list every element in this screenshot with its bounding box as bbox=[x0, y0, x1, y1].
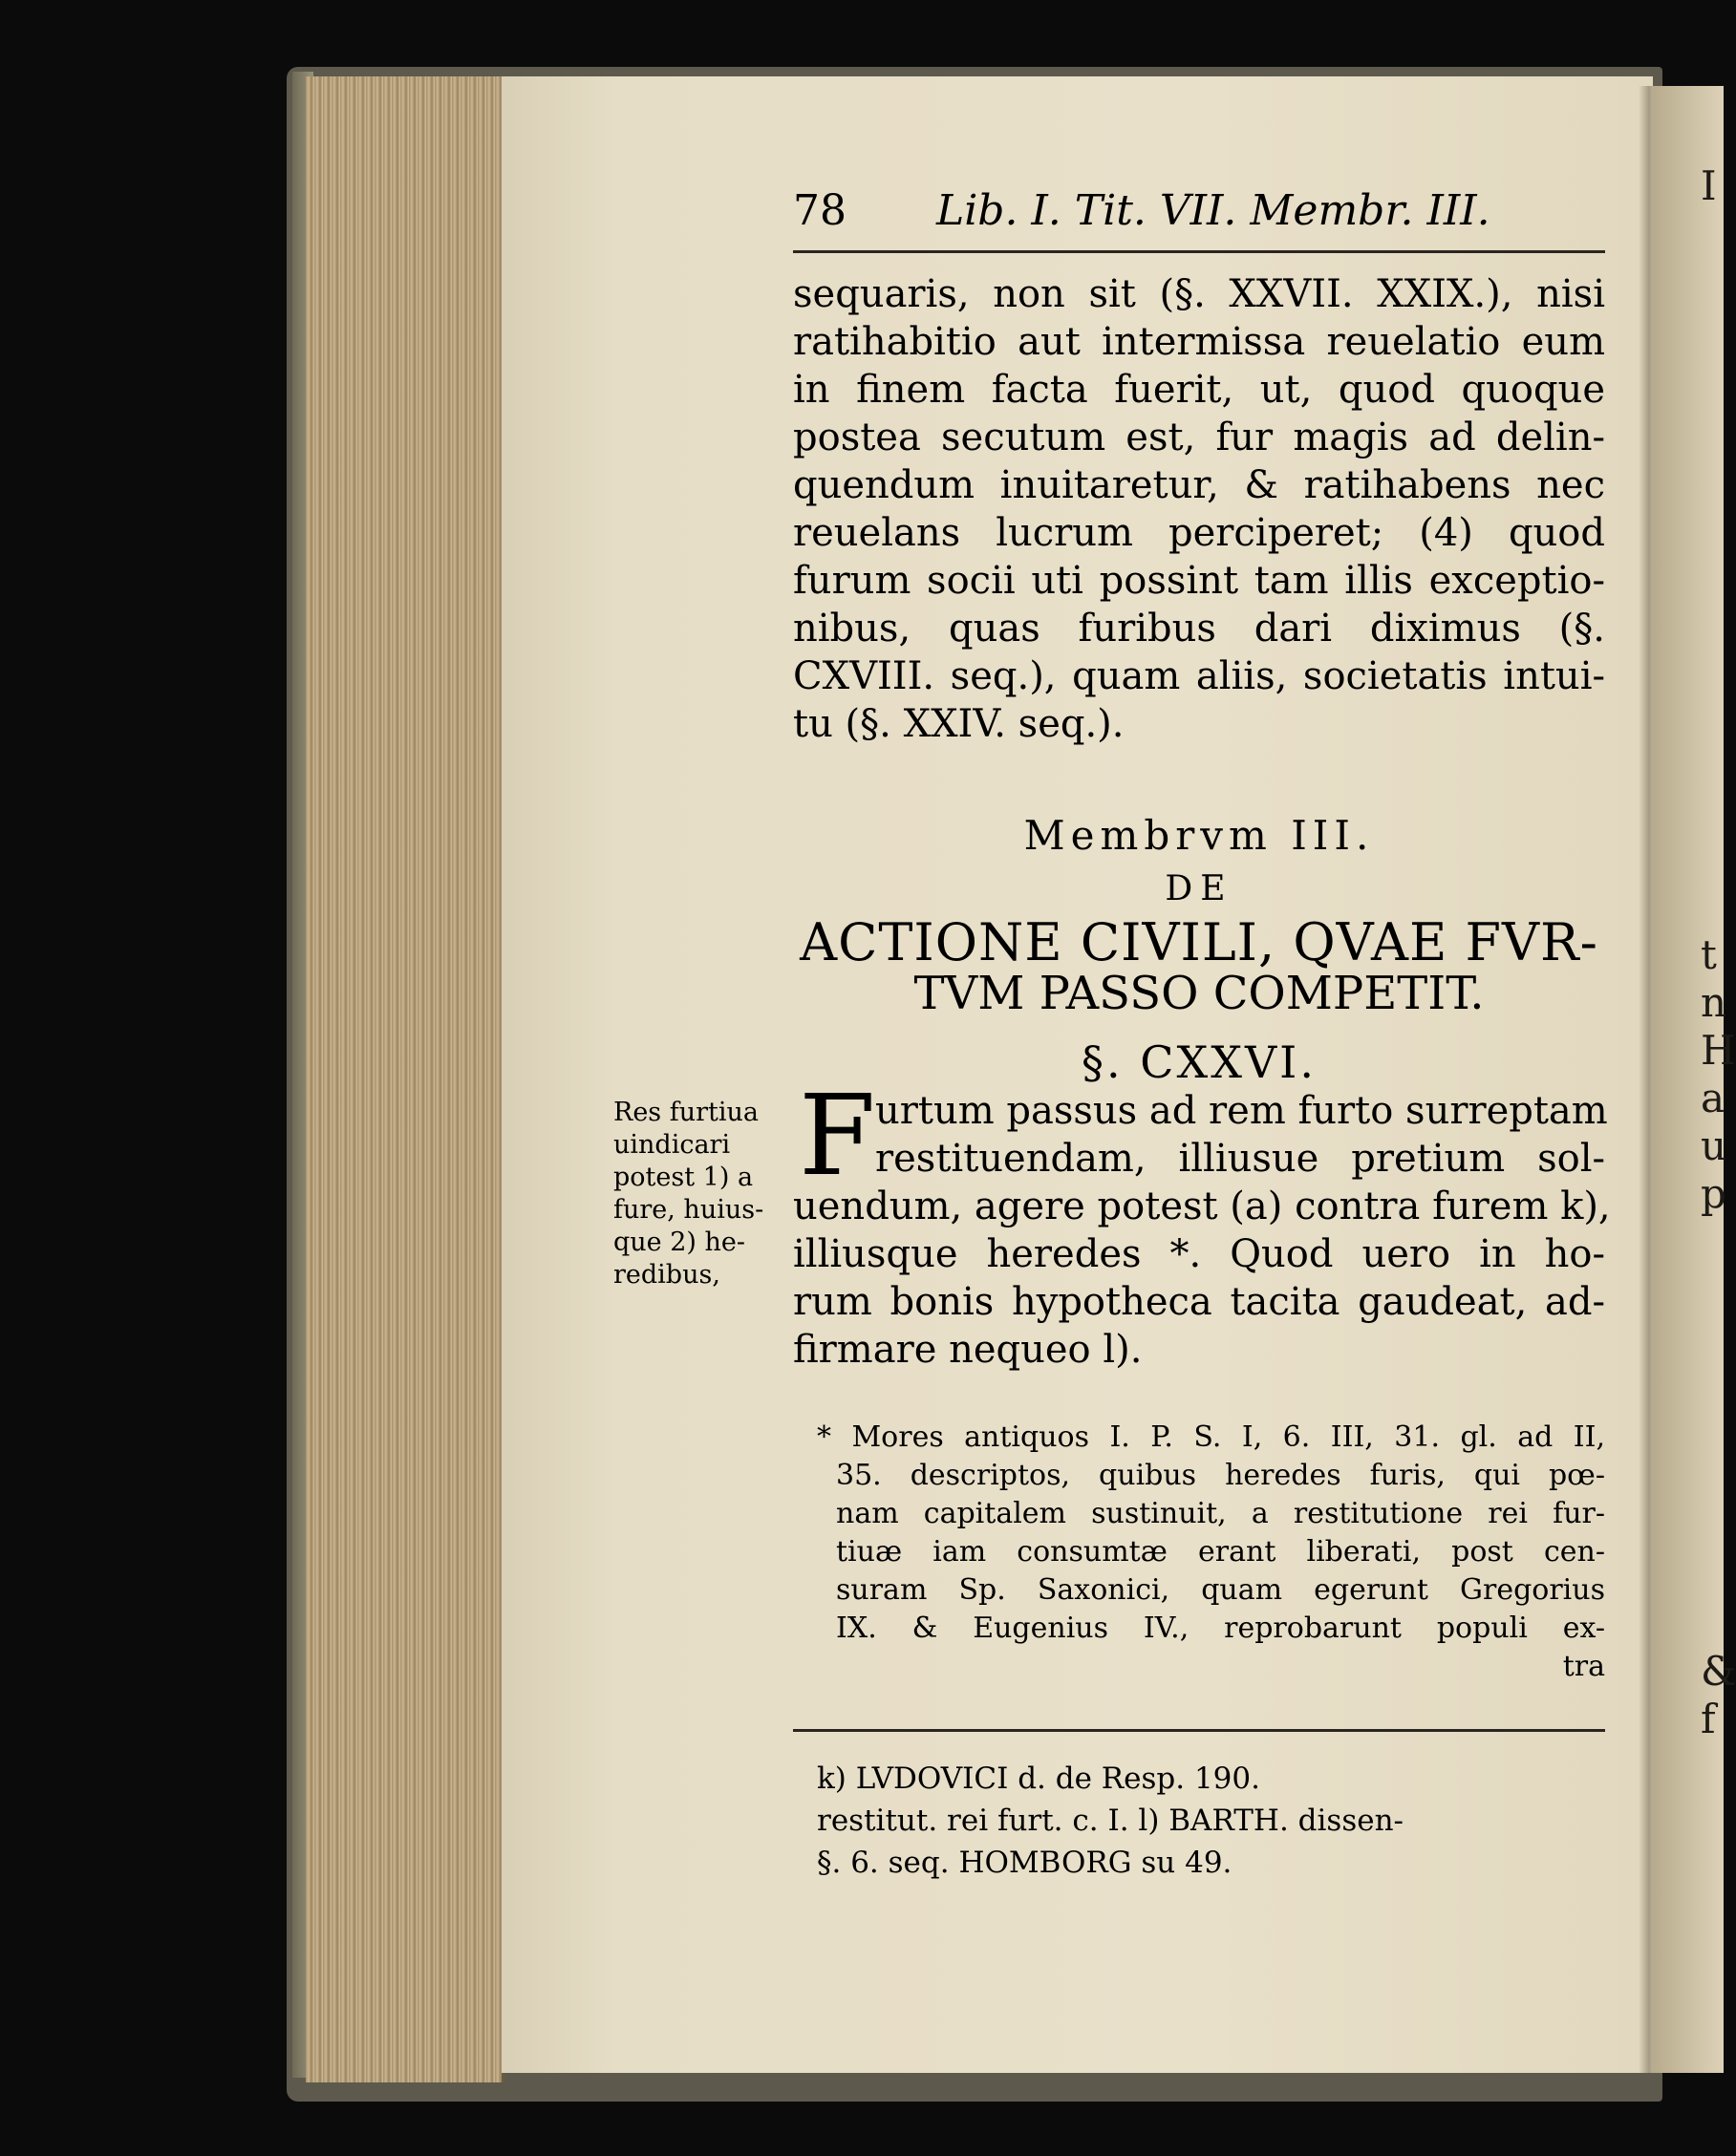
facing-page-fragment: u bbox=[1701, 1122, 1727, 1169]
text-line: illiusque heredes *. Quod uero in ho- bbox=[793, 1232, 1605, 1276]
running-header bbox=[793, 186, 1605, 244]
text-line: uendum, agere potest (a) contra furem k), bbox=[793, 1185, 1611, 1228]
footnote-line: suram Sp. Saxonici, quam egerunt Gregorius bbox=[836, 1573, 1605, 1607]
margin-note bbox=[613, 1097, 785, 1291]
margin-note-line: redibus, bbox=[613, 1260, 720, 1290]
section-title-line1: ACTIONE CIVILI, QVAE FVR- bbox=[800, 912, 1598, 972]
text-line: nibus, quas furibus dari diximus (§. bbox=[793, 607, 1605, 651]
text-line: postea secutum est, fur magis ad delin- bbox=[793, 416, 1605, 459]
facing-page-fragment: & bbox=[1701, 1648, 1736, 1695]
paragraph-text bbox=[793, 1087, 1611, 1374]
text-line: quendum inuitaretur, & ratihabens nec bbox=[793, 463, 1605, 507]
text-line: urtum passus ad rem furto surreptam bbox=[875, 1089, 1608, 1133]
text-line: tu (§. XXIV. seq.). bbox=[793, 702, 1125, 746]
paragraph-number: §. CXXVI. bbox=[1082, 1036, 1317, 1088]
footnote-line: restitut. rei furt. c. I. l) BARTH. dissen- bbox=[817, 1804, 1404, 1838]
text-line: furum socii uti possint tam illis exceptio- bbox=[793, 559, 1605, 603]
footnote-line: k) LVDOVICI d. de Resp. 190. bbox=[817, 1761, 1260, 1796]
facing-page-fragment: p bbox=[1701, 1170, 1726, 1217]
footnote-line: * Mores antiquos I. P. S. I, 6. III, 31. gl. ad II, bbox=[817, 1420, 1605, 1454]
margin-note-line: fure, huius- bbox=[613, 1195, 764, 1225]
text-line: restituendam, illiusue pretium sol- bbox=[875, 1137, 1605, 1181]
footnote-line: §. 6. seq. HOMBORG su 49. bbox=[817, 1846, 1232, 1880]
margin-note-line: Res furtiua bbox=[613, 1098, 760, 1127]
facing-page-fragment: a bbox=[1701, 1075, 1725, 1121]
footnotes bbox=[793, 1758, 1605, 1884]
footnote-line: 35. descriptos, quibus heredes furis, qui pœ- bbox=[836, 1459, 1605, 1492]
page-number: 78 bbox=[793, 186, 847, 235]
margin-note-line: que 2) he- bbox=[613, 1227, 746, 1257]
margin-note-line: potest 1) a bbox=[613, 1163, 754, 1192]
membrum-heading: Membrvm III. bbox=[1023, 812, 1375, 859]
drop-cap: F bbox=[799, 1072, 876, 1201]
facing-page-fragment: t bbox=[1701, 931, 1717, 978]
text-line: CXVIII. seq.), quam aliis, societatis intui- bbox=[793, 654, 1605, 698]
text-line: reuelans lucrum perciperet; (4) quod bbox=[793, 511, 1605, 555]
star-footnote bbox=[817, 1419, 1605, 1686]
body-text bbox=[793, 270, 1605, 748]
catchword: tra bbox=[1562, 1650, 1605, 1683]
footnote-line: IX. & Eugenius IV., reprobarunt populi ex- bbox=[836, 1612, 1605, 1645]
text-line: ratihabitio aut intermissa reuelatio eum bbox=[793, 320, 1605, 364]
page-edges bbox=[306, 76, 504, 2082]
text-line: rum bonis hypotheca tacita gaudeat, ad- bbox=[793, 1280, 1605, 1324]
header-rule bbox=[793, 250, 1605, 253]
footnote-line: nam capitalem sustinuit, a restitutione rei fur- bbox=[836, 1497, 1605, 1530]
de-heading: DE bbox=[1165, 869, 1233, 908]
footnote-rule bbox=[793, 1729, 1605, 1732]
text-line: firmare nequeo l). bbox=[793, 1328, 1143, 1372]
facing-page-fragment: n bbox=[1701, 979, 1727, 1026]
footnote-line: tiuæ iam consumtæ erant liberati, post cen- bbox=[836, 1535, 1605, 1569]
facing-page-fragment: H bbox=[1701, 1027, 1736, 1074]
text-line: in finem facta fuerit, ut, quod quoque bbox=[793, 368, 1605, 412]
running-title: Lib. I. Tit. VII. Membr. III. bbox=[936, 186, 1490, 235]
margin-note-line: uindicari bbox=[613, 1130, 731, 1160]
text-line: sequaris, non sit (§. XXVII. XXIX.), nisi bbox=[793, 272, 1605, 316]
facing-page-fragment: f bbox=[1701, 1696, 1716, 1742]
section-title-line2: TVM PASSO COMPETIT. bbox=[913, 967, 1485, 1020]
facing-page-fragment: I bbox=[1701, 162, 1717, 209]
